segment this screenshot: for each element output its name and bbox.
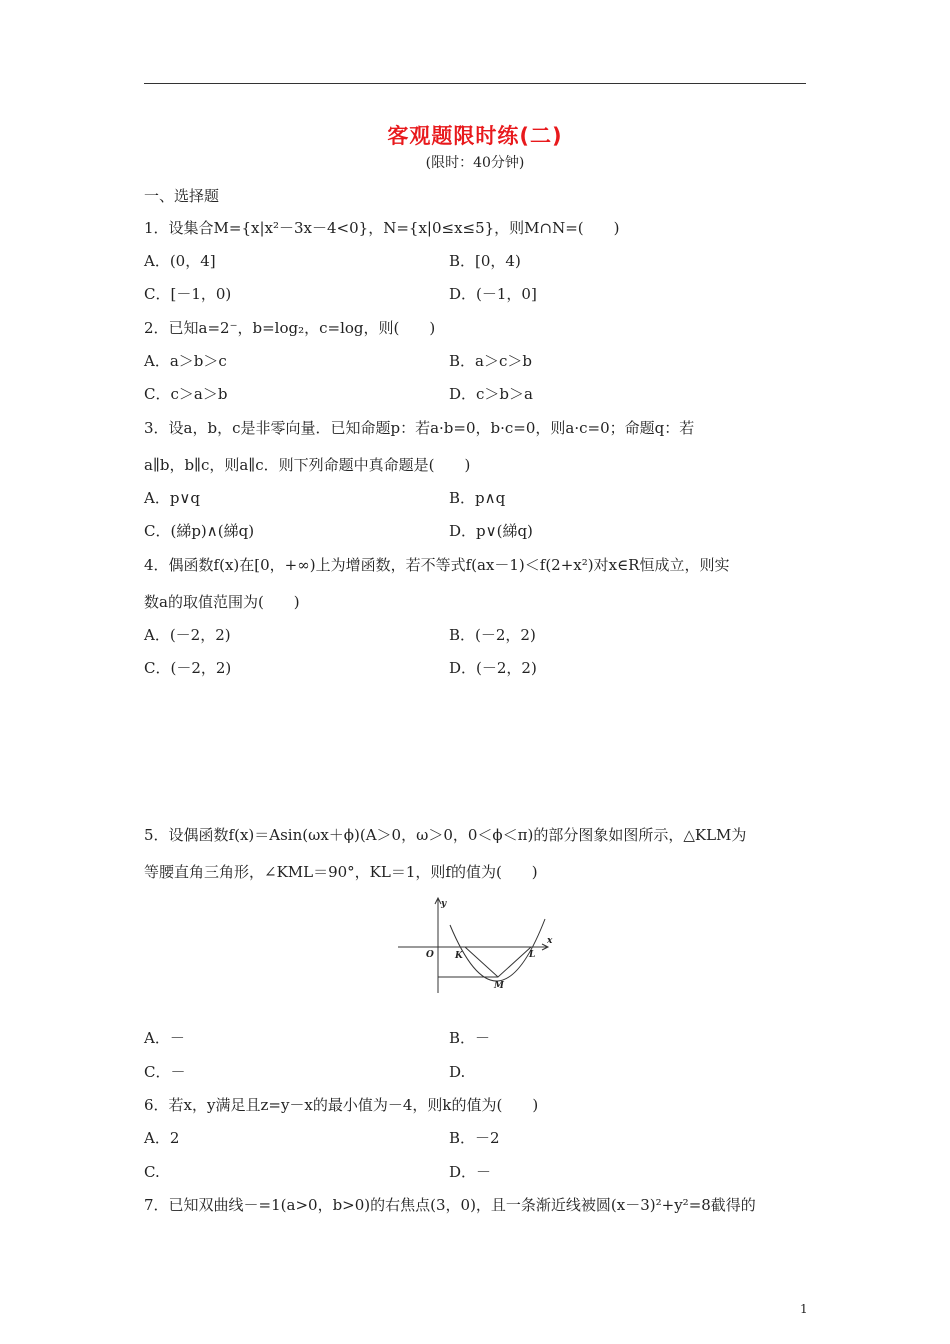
- q7-stem: 7．已知双曲线－=1(a>0，b>0)的右焦点(3，0)，且一条渐近线被圆(x－3)²+y²=8截得的: [144, 1196, 756, 1214]
- q5-option-c: C．－: [144, 1063, 186, 1081]
- q1-option-d: D．(－1，0]: [449, 285, 537, 303]
- time-limit: (限时：40分钟): [425, 155, 525, 171]
- point-l-label: L: [529, 950, 536, 960]
- point-k-label: K: [455, 951, 463, 961]
- q6-option-d: D．－: [449, 1163, 492, 1181]
- header-rule: [144, 83, 806, 84]
- q1-option-c: C．[－1，0): [144, 285, 232, 303]
- q4-option-d: D．(－2，2): [449, 659, 537, 677]
- q3-option-c: C．(綈p)∧(綈q): [144, 522, 255, 540]
- point-m-label: M: [494, 981, 504, 991]
- q6-option-a: A．2: [144, 1129, 180, 1147]
- section-heading: 一、选择题: [144, 187, 220, 205]
- y-axis-label: y: [441, 899, 447, 909]
- q5-option-d: D.: [449, 1063, 466, 1081]
- q5-stem-line1: 5．设偶函数f(x)＝Asin(ωx＋ϕ)(A＞0，ω＞0，0＜ϕ＜π)的部分图象如图所示，△KLM为: [144, 826, 747, 844]
- q1-option-a: A．(0，4]: [144, 252, 216, 270]
- q1-option-b: B．[0，4): [449, 252, 521, 270]
- x-axis-label: x: [547, 936, 553, 946]
- q6-option-c: C.: [144, 1163, 160, 1181]
- q6-option-b: B．－2: [449, 1129, 500, 1147]
- page-number: 1: [800, 1302, 808, 1316]
- q4-option-c: C．(－2，2): [144, 659, 232, 677]
- q3-stem-line1: 3．设a，b，c是非零向量．已知命题p：若a·b=0，b·c=0，则a·c=0；命题q：若: [144, 419, 695, 437]
- q6-stem: 6．若x，y满足且z=y－x的最小值为－4，则k的值为( ): [144, 1096, 539, 1114]
- q5-option-a: A．－: [144, 1029, 185, 1047]
- q3-stem-line2: a∥b，b∥c，则a∥c．则下列命题中真命题是( ): [144, 456, 471, 474]
- q5-function-graph: [393, 895, 558, 995]
- q2-option-a: A．a＞b＞c: [144, 352, 227, 370]
- q3-option-a: A．p∨q: [144, 489, 201, 507]
- q3-option-b: B．p∧q: [449, 489, 506, 507]
- q4-option-b: B．(－2，2): [449, 626, 536, 644]
- q2-stem: 2．已知a=2⁻，b=log₂，c=log，则( ): [144, 319, 436, 337]
- page-title: 客观题限时练(二): [387, 124, 563, 148]
- triangle-klm: [465, 947, 531, 977]
- q1-stem: 1．设集合M={x|x²－3x－4<0}，N={x|0≤x≤5}，则M∩N=( ): [144, 219, 620, 237]
- q2-option-b: B．a＞c＞b: [449, 352, 532, 370]
- q4-stem-line2: 数a的取值范围为( ): [144, 593, 300, 611]
- q2-option-d: D．c＞b＞a: [449, 385, 533, 403]
- q2-option-c: C．c＞a＞b: [144, 385, 228, 403]
- q5-option-b: B．－: [449, 1029, 491, 1047]
- q3-option-d: D．p∨(綈q): [449, 522, 533, 540]
- origin-label: O: [426, 950, 434, 960]
- q4-stem-line1: 4．偶函数f(x)在[0，+∞)上为增函数，若不等式f(ax－1)＜f(2+x²)对x∈R恒成立，则实: [144, 556, 730, 574]
- q5-stem-line2: 等腰直角三角形，∠KML＝90°，KL＝1，则f的值为( ): [144, 863, 538, 881]
- q4-option-a: A．(－2，2): [144, 626, 231, 644]
